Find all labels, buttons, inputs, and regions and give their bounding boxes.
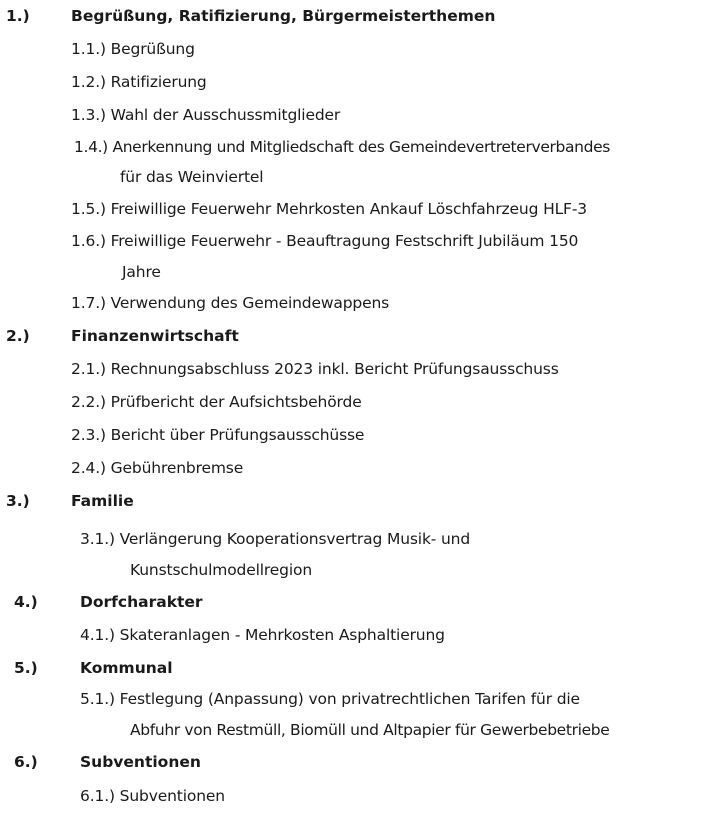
section-number: 1.) [6, 7, 30, 25]
agenda-item [71, 72, 207, 92]
agenda-item [71, 392, 362, 412]
item-number: 3.1.) [80, 530, 115, 548]
agenda-item [74, 137, 610, 157]
item-number: 1.2.) [71, 73, 106, 91]
agenda-item [71, 359, 559, 379]
agenda-item [71, 458, 243, 478]
item-text: Wahl der Ausschussmitglieder [110, 106, 341, 124]
item-number: 1.3.) [71, 106, 106, 124]
item-number: 1.7.) [71, 294, 106, 312]
item-text: Skateranlagen - Mehrkosten Asphaltierung [119, 626, 445, 644]
agenda-item [80, 529, 470, 549]
item-number: 6.1.) [80, 787, 115, 805]
section-number: 6.) [14, 753, 38, 771]
agenda-item [80, 689, 580, 709]
item-text: Festlegung (Anpassung) von privatrechtlichen Tarifen für die [119, 690, 580, 708]
item-number: 2.2.) [71, 393, 106, 411]
agenda-item [71, 231, 578, 251]
item-text: Ratifizierung [110, 73, 207, 91]
agenda-item [80, 786, 225, 806]
item-text: Begrüßung [110, 40, 195, 58]
item-text: Rechnungsabschluss 2023 inkl. Bericht Prüfungsausschuss [110, 360, 559, 378]
item-text: Bericht über Prüfungsausschüsse [110, 426, 365, 444]
section-number: 3.) [6, 492, 30, 510]
item-continuation: Abfuhr von Restmüll, Biomüll und Altpapier für Gewerbebetriebe [130, 721, 610, 739]
item-number: 1.6.) [71, 232, 106, 250]
agenda-item [71, 199, 587, 219]
section-number: 2.) [6, 327, 30, 345]
item-number: 1.5.) [71, 200, 106, 218]
item-text: Verwendung des Gemeindewappens [110, 294, 390, 312]
item-number: 2.4.) [71, 459, 106, 477]
item-text: Prüfbericht der Aufsichtsbehörde [110, 393, 362, 411]
section-title: Dorfcharakter [80, 593, 203, 611]
agenda-item [71, 425, 364, 445]
section-title: Familie [71, 492, 134, 510]
item-number: 2.1.) [71, 360, 106, 378]
item-number: 1.4.) [74, 138, 108, 156]
section-title: Kommunal [80, 659, 173, 677]
item-number: 2.3.) [71, 426, 106, 444]
item-text: Freiwillige Feuerwehr Mehrkosten Ankauf Löschfahrzeug HLF-3 [110, 200, 587, 218]
section-number: 4.) [14, 593, 38, 611]
section-title: Finanzenwirtschaft [71, 327, 239, 345]
item-continuation: für das Weinviertel [120, 168, 264, 186]
item-continuation: Jahre [122, 263, 161, 281]
item-text: Gebührenbremse [110, 459, 244, 477]
agenda-item [80, 625, 445, 645]
item-text: Anerkennung und Mitgliedschaft des Gemeindevertreterverbandes [112, 138, 611, 156]
agenda-item [71, 39, 195, 59]
section-number: 5.) [14, 659, 38, 677]
item-text: Subventionen [119, 787, 225, 805]
item-continuation: Kunstschulmodellregion [130, 561, 313, 579]
item-number: 5.1.) [80, 690, 115, 708]
section-title: Begrüßung, Ratifizierung, Bürgermeisterthemen [71, 7, 496, 25]
section-title: Subventionen [80, 753, 201, 771]
agenda-item [71, 105, 340, 125]
item-text: Verlängerung Kooperationsvertrag Musik- und [119, 530, 471, 548]
agenda-item [71, 293, 389, 313]
item-number: 4.1.) [80, 626, 115, 644]
item-text: Freiwillige Feuerwehr - Beauftragung Festschrift Jubiläum 150 [110, 232, 579, 250]
item-number: 1.1.) [71, 40, 106, 58]
